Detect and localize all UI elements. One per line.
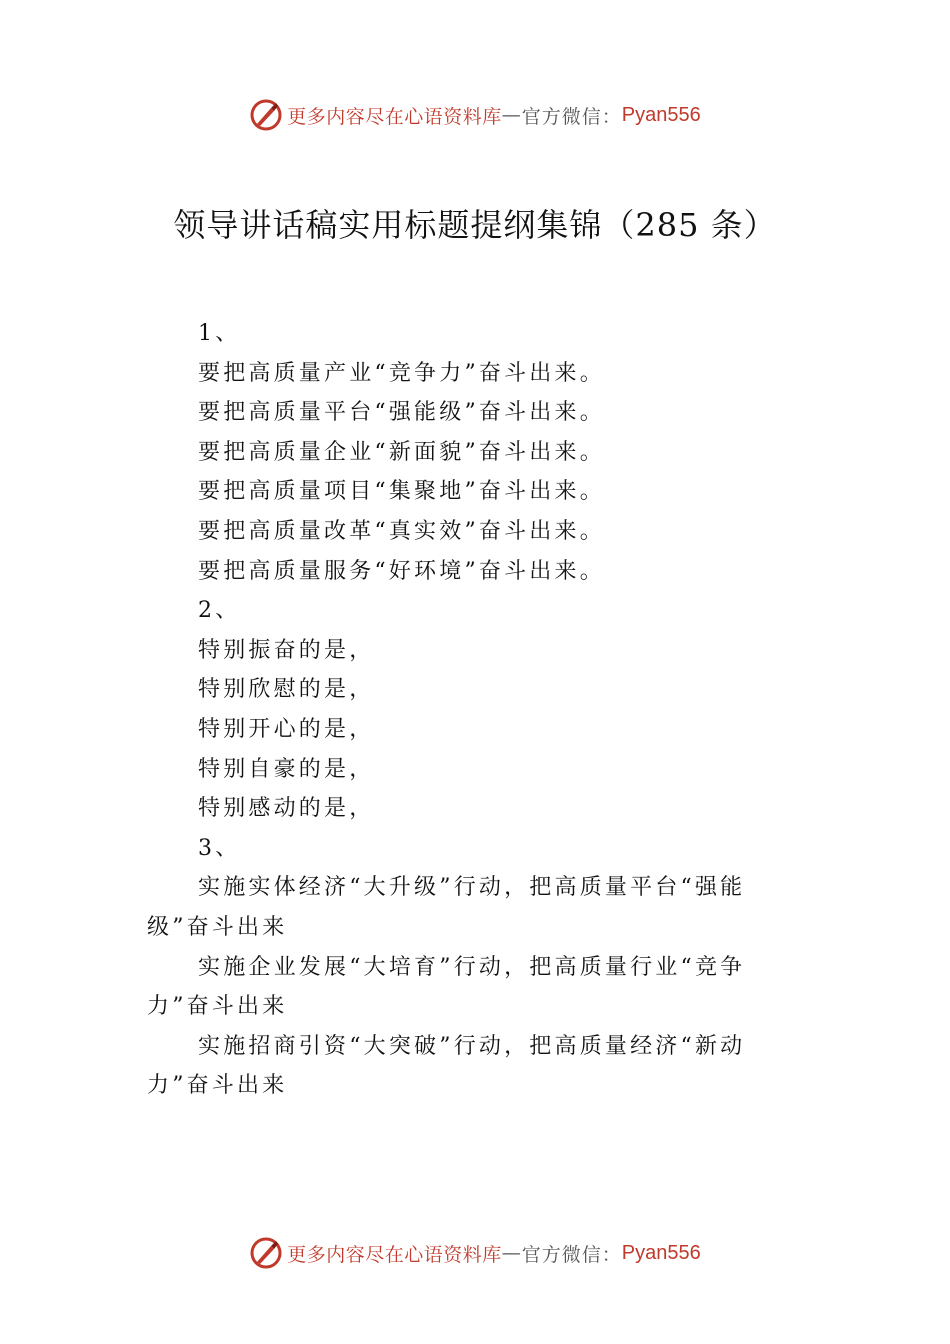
footer-banner [0, 1231, 950, 1275]
banner-wechat-label: 官方微信： [521, 1243, 622, 1266]
paragraph: 实施企业发展“大培育”行动，把高质量行业“竞争力”奋斗出来 [147, 954, 746, 1020]
list-item: 特别开心的是， [198, 716, 375, 742]
pen-logo-icon [249, 98, 283, 132]
banner-dash: — [501, 1242, 522, 1264]
header-banner [0, 93, 950, 137]
list-item: 特别振奋的是， [198, 637, 375, 663]
section-number: 3、 [198, 835, 241, 861]
list-item: 要把高质量平台“强能级”奋斗出来。 [198, 400, 605, 426]
pen-logo-icon [249, 1236, 283, 1270]
document-body [147, 314, 807, 1106]
list-item: 特别感动的是， [198, 796, 375, 822]
document-title: 领导讲话稿实用标题提纲集锦（285 条） [173, 206, 777, 244]
list-item: 要把高质量产业“竞争力”奋斗出来。 [198, 360, 605, 386]
list-item: 要把高质量服务“好环境”奋斗出来。 [198, 558, 605, 584]
list-item: 要把高质量企业“新面貌”奋斗出来。 [198, 439, 605, 465]
list-item: 要把高质量改革“真实效”奋斗出来。 [198, 518, 605, 544]
banner-site-text: 更多内容尽在心语资料库 [287, 105, 502, 128]
banner-wechat-label: 官方微信： [521, 105, 622, 128]
list-item: 特别自豪的是， [198, 756, 375, 782]
paragraph: 实施招商引资“大突破”行动，把高质量经济“新动力”奋斗出来 [147, 1033, 746, 1099]
list-item: 特别欣慰的是， [198, 677, 375, 703]
banner-dash: — [501, 104, 522, 126]
list-item: 要把高质量项目“集聚地”奋斗出来。 [198, 479, 605, 505]
paragraph: 实施实体经济“大升级”行动，把高质量平台“强能级”奋斗出来 [147, 875, 746, 940]
banner-wechat-id: Pyan556 [621, 103, 701, 126]
section-number: 1、 [198, 321, 241, 346]
section-number: 2、 [198, 598, 241, 624]
banner-wechat-id: Pyan556 [621, 1241, 701, 1264]
banner-site-text: 更多内容尽在心语资料库 [287, 1243, 502, 1266]
